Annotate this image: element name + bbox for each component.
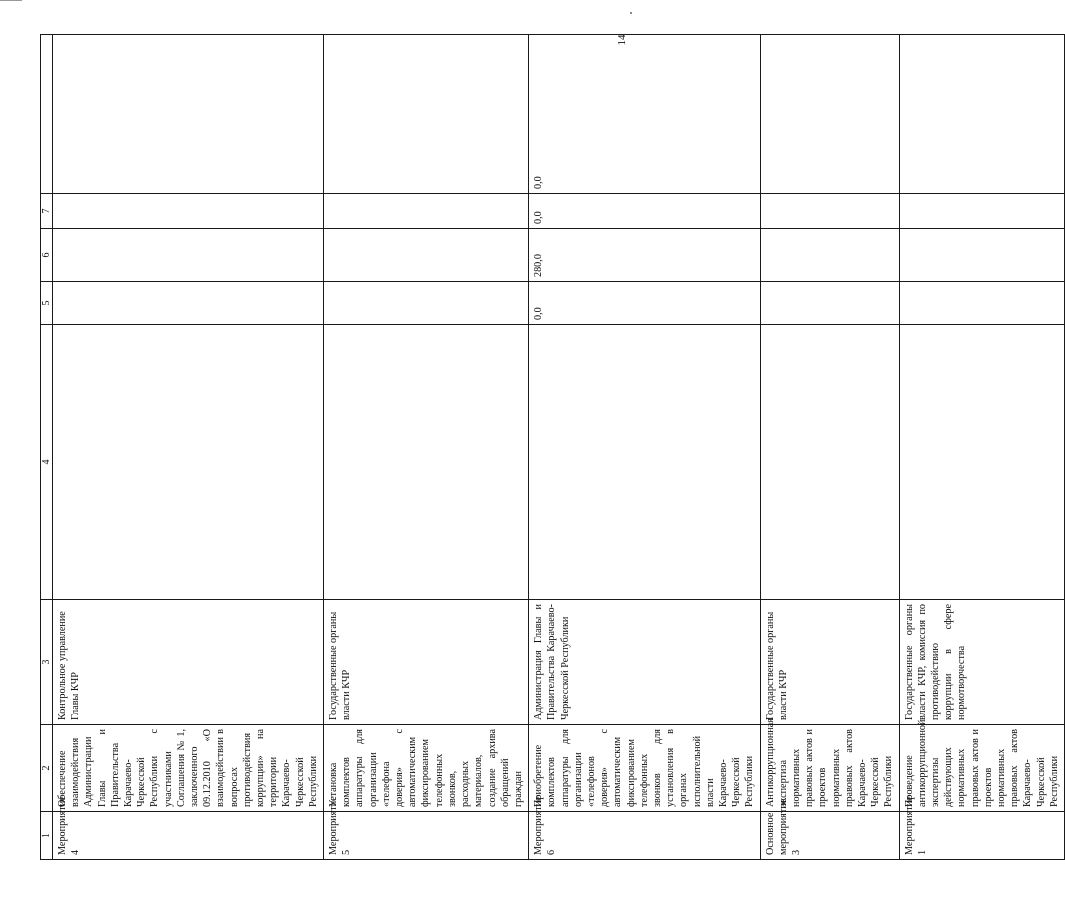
funding-col-4	[760, 282, 899, 325]
measure-description: Антикоррупционная экспертиза нормативных правовых актов и проектов нормативных правовых актов Карачаево-Черкесской Республики	[760, 725, 899, 812]
funding-col-6	[53, 194, 324, 229]
column-number: 2	[41, 725, 53, 812]
measure-event-name: Мероприятие 1	[899, 812, 1064, 860]
measure-description: Установка комплектов аппаратуры для организации «телефона доверия» с автоматическим фиксированием телефонных звонков, расходных материалов, создание архива обращений граждан	[324, 725, 529, 812]
funding-col-6	[760, 194, 899, 229]
funding-col-5	[324, 229, 529, 282]
measure-empty-cell	[899, 325, 1064, 600]
measure-event-name: Мероприятие 4	[53, 812, 324, 860]
measure-description: Приобретение комплектов аппаратуры для организации «телефонов доверия» с автоматическим фиксированием телефонных звонков для установления в органах исполнительной власти Карачаево-Черкесской Республики	[529, 725, 760, 812]
funding-col-7	[53, 35, 324, 194]
column-number-empty	[41, 35, 53, 194]
funding-col-6	[899, 194, 1064, 229]
measure-empty-cell	[760, 325, 899, 600]
funding-col-4: 0,0	[529, 282, 760, 325]
funding-col-6	[324, 194, 529, 229]
column-number-row	[41, 35, 53, 860]
column-number: 4	[41, 325, 53, 600]
funding-col-4	[324, 282, 529, 325]
measure-executor: Государственные органы власти КЧР	[760, 600, 899, 725]
scan-corner-mark	[0, 0, 22, 5]
column-number: 3	[41, 600, 53, 725]
table-row	[53, 35, 324, 860]
funding-col-7	[760, 35, 899, 194]
funding-col-7	[899, 35, 1064, 194]
table-row	[760, 35, 899, 860]
measure-event-name: Мероприятие 6	[529, 812, 760, 860]
measure-empty-cell	[53, 325, 324, 600]
funding-col-6: 0,0	[529, 194, 760, 229]
measure-event-name: Основное мероприятие 3	[760, 812, 899, 860]
funding-col-5	[899, 229, 1064, 282]
funding-col-7	[324, 35, 529, 194]
measures-table	[40, 34, 1065, 860]
column-number: 6	[41, 229, 53, 282]
funding-col-5	[53, 229, 324, 282]
column-number: 7	[41, 194, 53, 229]
funding-col-5	[760, 229, 899, 282]
measure-executor: Государственные органы власти КЧР	[324, 600, 529, 725]
measure-executor: Администрация Главы и Правительства Карачаево-Черкесской Республики	[529, 600, 760, 725]
measure-empty-cell	[324, 325, 529, 600]
table-row	[899, 35, 1064, 860]
table-row	[529, 35, 760, 860]
measure-executor: Государственные органы власти КЧР, комиссия по противодействию коррупции в сфере нормотворчества	[899, 600, 1064, 725]
measure-executor: Контрольное управление Главы КЧР	[53, 600, 324, 725]
measure-description: Проведение антикоррупционной экспертизы действующих нормативных правовых актов и проектов нормативных правовых актов Карачаево-Черкесской Республики	[899, 725, 1064, 812]
funding-col-5: 280,0	[529, 229, 760, 282]
funding-col-4	[899, 282, 1064, 325]
column-number: 1	[41, 812, 53, 860]
measure-empty-cell	[529, 325, 760, 600]
funding-col-7: 0,0	[529, 35, 760, 194]
page-number: 14	[616, 34, 628, 46]
funding-col-4	[53, 282, 324, 325]
column-number: 5	[41, 282, 53, 325]
scan-dust-dot	[630, 12, 632, 14]
measure-event-name: Мероприятие 5	[324, 812, 529, 860]
table-row	[324, 35, 529, 860]
measure-description: Обеспечение взаимодействия Администрации Главы и Правительства Карачаево-Черкесской Республики с участниками Соглашения № 1, заключенного 09.12.2010 «О взаимодействии в вопросах противодействия коррупции» на территории Карачаево-Черкесской Республики	[53, 725, 324, 812]
